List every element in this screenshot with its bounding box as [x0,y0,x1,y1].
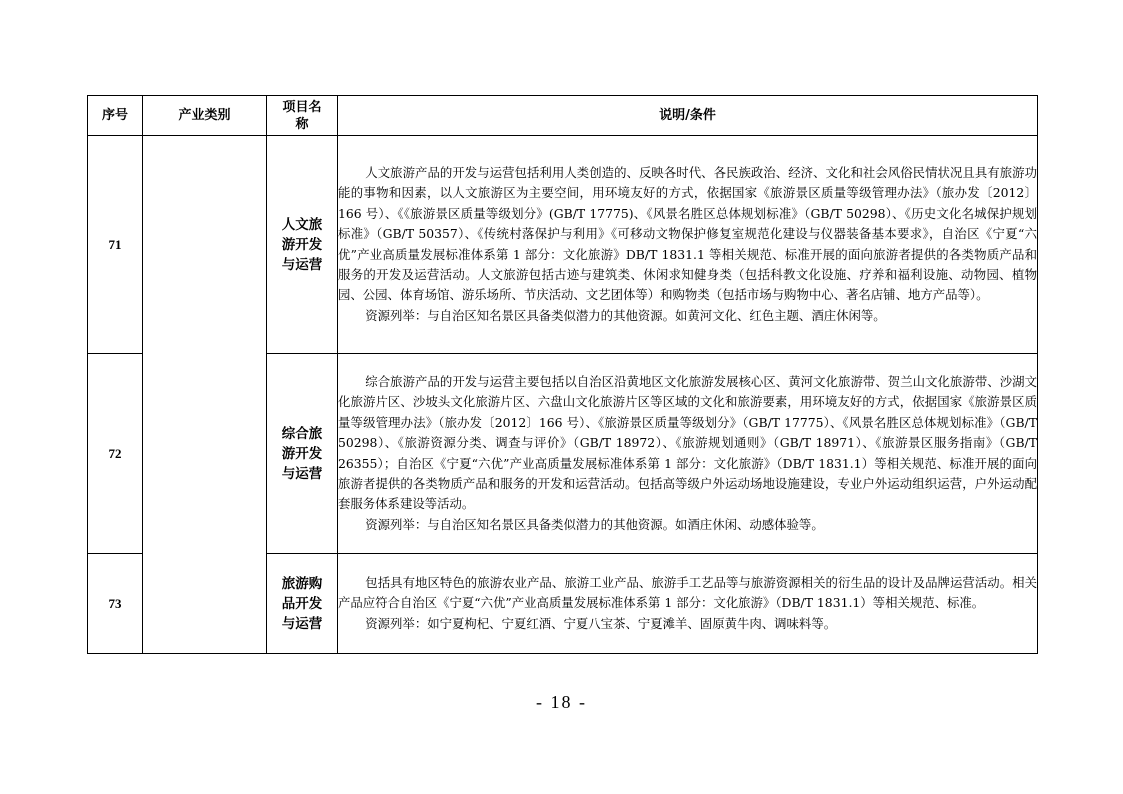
table-row [88,136,1038,354]
description-paragraph: 综合旅游产品的开发与运营主要包括以自治区沿黄地区文化旅游发展核心区、黄河文化旅游带、贺兰山文化旅游带、沙湖文化旅游片区、沙坡头文化旅游片区、六盘山文化旅游片区等区域的文化和旅游要素，用环境友好的方式，依据国家《旅游景区质量等级管理办法》（旅办发〔2012〕166 号）、《旅游景区质量等级划分》（GB/T 17775）、《风景名胜区总体规划标准》（GB/T 50298）、《旅游资源分类、调查与评价》（GB/T 18972）、《旅游规划通则》（GB/T 18971）、《旅游景区服务指南》（GB/T 26355）；自治区《宁夏“六优”产业高质量发展标准体系第 1 部分：文化旅游》（DB/T 1831.1）等相关规范、标准开展的面向旅游者提供的各类物质产品和服务的开发和运营活动。包括高等级户外运动场地设施建设，专业户外运动组织运营，户外运动配套服务体系建设等活动。 [338,373,1041,512]
resource-list-paragraph: 资源列举：与自治区知名景区具备类似潜力的其他资源。如酒庄休闲、动感体验等。 [365,516,824,532]
row-project-name [267,136,338,354]
name-line: 与运营 [281,615,323,632]
name-line: 旅游购 [281,575,323,592]
table-header-row [88,96,1038,136]
header-project-name-text: 项目名称 [282,99,322,132]
row-seq: 73 [88,554,143,654]
name-line: 与运营 [281,465,323,482]
row-project-name [267,554,338,654]
name-line: 游开发 [281,445,323,462]
name-line: 游开发 [281,236,323,253]
row-seq: 72 [88,354,143,554]
name-line: 综合旅 [281,425,323,442]
description-paragraph: 人文旅游产品的开发与运营包括利用人类创造的、反映各时代、各民族政治、经济、文化和社会风俗民情状况且具有旅游功能的事物和因素，以人文旅游区为主要空间，用环境友好的方式，依据国家《旅游景区质量等级管理办法》（旅办发〔2012〕166 号）、《《旅游景区质量等级划分》(GB/T 17775)、《风景名胜区总体规划标准》（GB/T 50298）、《历史文化名城保护规划标准》（GB/T 50357）、《传统村落保护与利用》《可移动文物保护修复室规范化建设与仪器装备基本要求》，自治区《宁夏“六优”产业高质量发展标准体系第 1 部分：文化旅游》DB/T 1831.1 等相关规范、标准开展的面向旅游者提供的各类物质产品和服务的开发及运营活动。人文旅游包括古迹与建筑类、休闲求知健身类（包括科教文化设施、疗养和福利设施、动物园、植物园、公园、体育场馆、游乐场所、节庆活动、文艺团体等）和购物类（包括市场与购物中心、著名店铺、地方产品等）。 [338,164,1037,303]
category-cell [143,136,267,654]
name-line: 人文旅 [281,216,323,233]
header-project-name [267,96,338,136]
resource-list-paragraph: 资源列举：与自治区知名景区具备类似潜力的其他资源。如黄河文化、红色主题、酒庄休闲等。 [365,307,886,323]
row-description [338,554,1038,654]
header-seq: 序号 [88,96,143,136]
name-line: 与运营 [281,256,323,273]
description-paragraph: 包括具有地区特色的旅游农业产品、旅游工业产品、旅游手工艺品等与旅游资源相关的衍生品的设计及品牌运营活动。相关产品应符合自治区《宁夏“六优”产业高质量发展标准体系第 1 部分：文化旅游》（DB/T 1831.1）等相关规范、标准。 [338,574,1037,611]
row-seq: 71 [88,136,143,354]
industry-catalog-table [87,95,1041,654]
page-number: - 18 - [536,692,587,712]
row-description [338,354,1041,554]
header-description: 说明/条件 [338,96,1038,136]
header-category: 产业类别 [143,96,267,136]
name-line: 品开发 [281,595,323,612]
row-project-name [267,354,338,554]
row-description [338,136,1038,354]
resource-list-paragraph: 资源列举：如宁夏枸杞、宁夏红酒、宁夏八宝茶、宁夏滩羊、固原黄牛肉、调味料等。 [365,615,837,631]
